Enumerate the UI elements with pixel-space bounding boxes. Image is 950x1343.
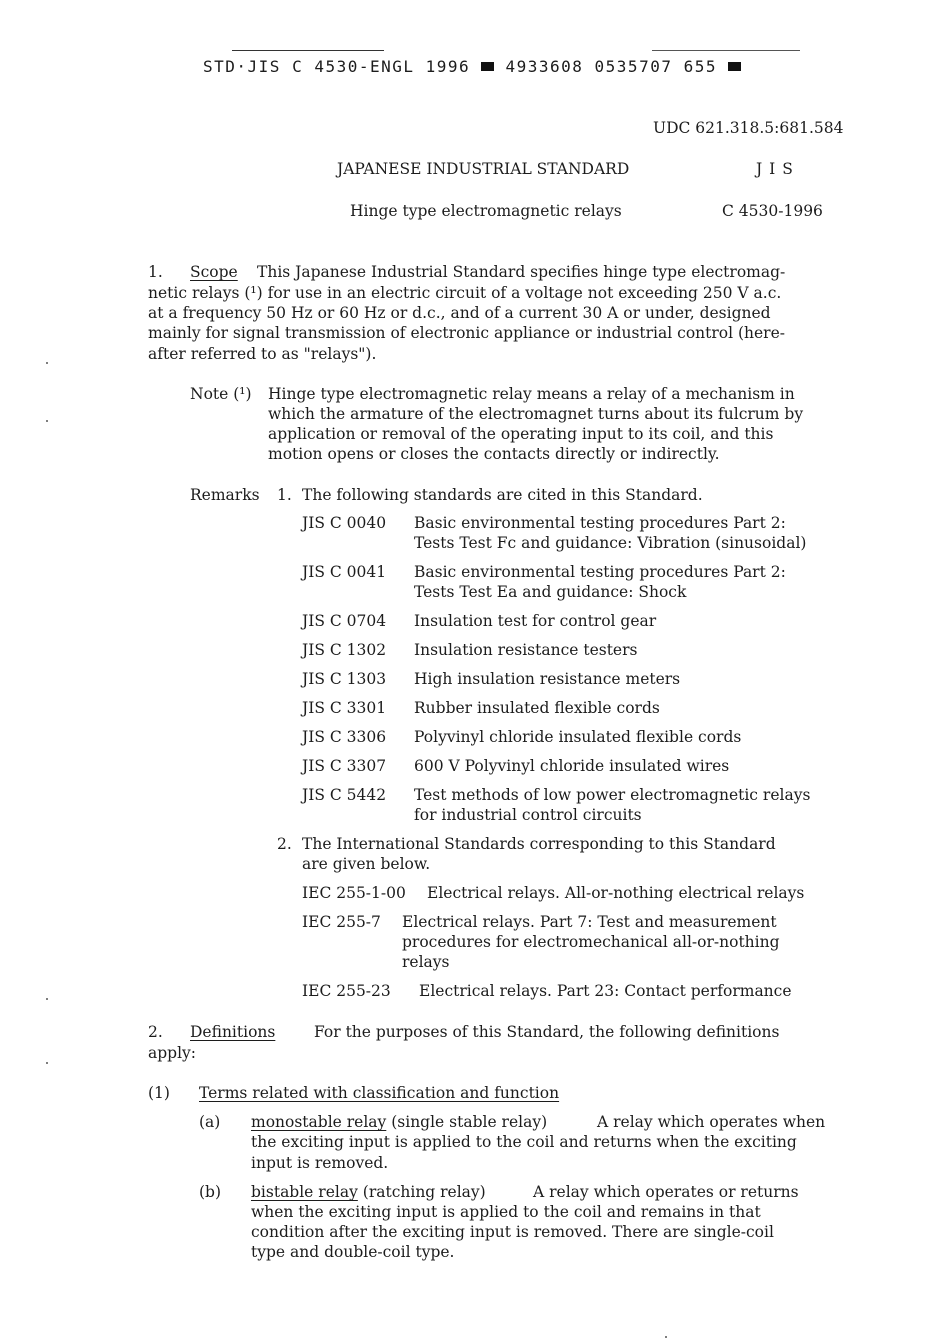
def-a-text: the exciting input is applied to the coil and returns when the exciting: [251, 1133, 797, 1151]
definitions-intro-cont: apply:: [148, 1044, 197, 1062]
note-label: Note (¹): [190, 385, 252, 403]
def-a-term: monostable relay: [251, 1113, 387, 1131]
scope-line: This Japanese Industrial Standard specifies hinge type electromag-: [257, 263, 786, 281]
ref-code: JIS C 1303: [302, 670, 387, 688]
iec-code: IEC 255-1-00: [302, 884, 406, 902]
def-b-text: when the exciting input is applied to the coil and remains in that: [251, 1203, 761, 1221]
section2-number: 2.: [148, 1023, 163, 1041]
scope-line: mainly for signal transmission of electronic appliance or industrial control (here-: [148, 324, 786, 342]
ref-title: for industrial control circuits: [414, 806, 642, 824]
scope-line: at a frequency 50 Hz or 60 Hz or d.c., and of a current 30 A or under, designed: [148, 304, 771, 322]
ref-title: 600 V Polyvinyl chloride insulated wires: [414, 757, 730, 775]
remarks-item2-line: are given below.: [302, 855, 431, 873]
iec-code: IEC 255-7: [302, 913, 381, 931]
header-code-part1: STD·JIS C 4530-ENGL 1996: [203, 57, 471, 76]
remarks-item1-number: 1.: [277, 486, 292, 504]
def-a-text: A relay which operates when: [597, 1113, 826, 1131]
scan-speck: [665, 1336, 667, 1338]
subsection1-number: (1): [148, 1084, 170, 1102]
scope-line: netic relays (¹) for use in an electric circuit of a voltage not exceeding 250 V a.c.: [148, 284, 782, 302]
def-b-term: bistable relay: [251, 1183, 358, 1201]
def-b-label: (b): [199, 1183, 222, 1201]
scan-speck: [46, 1062, 48, 1064]
ref-title: Basic environmental testing procedures Part 2:: [414, 514, 786, 532]
note-line: Hinge type electromagnetic relay means a relay of a mechanism in: [268, 385, 795, 403]
ref-code: JIS C 1302: [302, 641, 387, 659]
standard-number: C 4530-1996: [722, 202, 823, 220]
section1-heading: Scope: [190, 263, 238, 281]
ref-title: Test methods of low power electromagnetic relays: [414, 786, 811, 804]
def-a-alt: (single stable relay): [391, 1113, 548, 1131]
remarks-label: Remarks: [190, 486, 260, 504]
header-rule-right: [652, 50, 800, 51]
remarks-item2-line: The International Standards corresponding to this Standard: [302, 835, 776, 853]
def-b-text: condition after the exciting input is removed. There are single-coil: [251, 1223, 774, 1241]
ref-title: Insulation test for control gear: [414, 612, 657, 630]
def-a-term-line: [251, 1112, 547, 1132]
iec-title: procedures for electromechanical all-or-nothing: [402, 933, 780, 951]
standard-body: JAPANESE INDUSTRIAL STANDARD: [337, 160, 630, 178]
definitions-intro: For the purposes of this Standard, the following definitions: [314, 1023, 780, 1041]
scan-speck: [46, 998, 48, 1000]
udc-number: UDC 621.318.5:681.584: [653, 119, 844, 137]
header-code: [203, 57, 741, 77]
def-b-alt: (ratching relay): [362, 1183, 486, 1201]
def-b-text: type and double-coil type.: [251, 1243, 455, 1261]
iec-title: Electrical relays. Part 7: Test and measurement: [402, 913, 777, 931]
ref-code: JIS C 3301: [302, 699, 387, 717]
ref-code: JIS C 5442: [302, 786, 387, 804]
remarks-item1-text: The following standards are cited in this Standard.: [302, 486, 703, 504]
scope-line: after referred to as "relays").: [148, 345, 377, 363]
section2-heading: Definitions: [190, 1023, 276, 1041]
jis-mark: J I S: [756, 160, 794, 178]
subsection1-heading: Terms related with classification and function: [199, 1084, 560, 1102]
section1-number: 1.: [148, 263, 163, 281]
header-rule-left: [232, 50, 384, 51]
ref-code: JIS C 0704: [302, 612, 387, 630]
ref-code: JIS C 0040: [302, 514, 387, 532]
note-line: which the armature of the electromagnet turns about its fulcrum by: [268, 405, 804, 423]
def-b-term-line: [251, 1182, 486, 1202]
scan-speck: [46, 362, 48, 364]
header-code-part2: 4933608 0535707 655: [505, 57, 717, 76]
ref-title: High insulation resistance meters: [414, 670, 681, 688]
iec-title: relays: [402, 953, 450, 971]
note-line: application or removal of the operating input to its coil, and this: [268, 425, 774, 443]
ref-title: Tests Test Fc and guidance: Vibration (sinusoidal): [414, 534, 807, 552]
def-a-label: (a): [199, 1113, 221, 1131]
note-line: motion opens or closes the contacts directly or indirectly.: [268, 445, 720, 463]
ref-title: Rubber insulated flexible cords: [414, 699, 660, 717]
ref-code: JIS C 0041: [302, 563, 387, 581]
def-a-text: input is removed.: [251, 1154, 389, 1172]
document-title: Hinge type electromagnetic relays: [350, 202, 622, 220]
header-block-2: [728, 62, 741, 71]
ref-code: JIS C 3307: [302, 757, 387, 775]
remarks-item2-number: 2.: [277, 835, 292, 853]
ref-title: Basic environmental testing procedures Part 2:: [414, 563, 786, 581]
ref-title: Polyvinyl chloride insulated flexible cords: [414, 728, 742, 746]
ref-code: JIS C 3306: [302, 728, 387, 746]
iec-title: Electrical relays. All-or-nothing electrical relays: [427, 884, 805, 902]
iec-title: Electrical relays. Part 23: Contact performance: [419, 982, 792, 1000]
iec-code: IEC 255-23: [302, 982, 391, 1000]
header-block-1: [481, 62, 494, 71]
scan-speck: [46, 420, 48, 422]
ref-title: Tests Test Ea and guidance: Shock: [414, 583, 687, 601]
ref-title: Insulation resistance testers: [414, 641, 638, 659]
def-b-text: A relay which operates or returns: [533, 1183, 799, 1201]
